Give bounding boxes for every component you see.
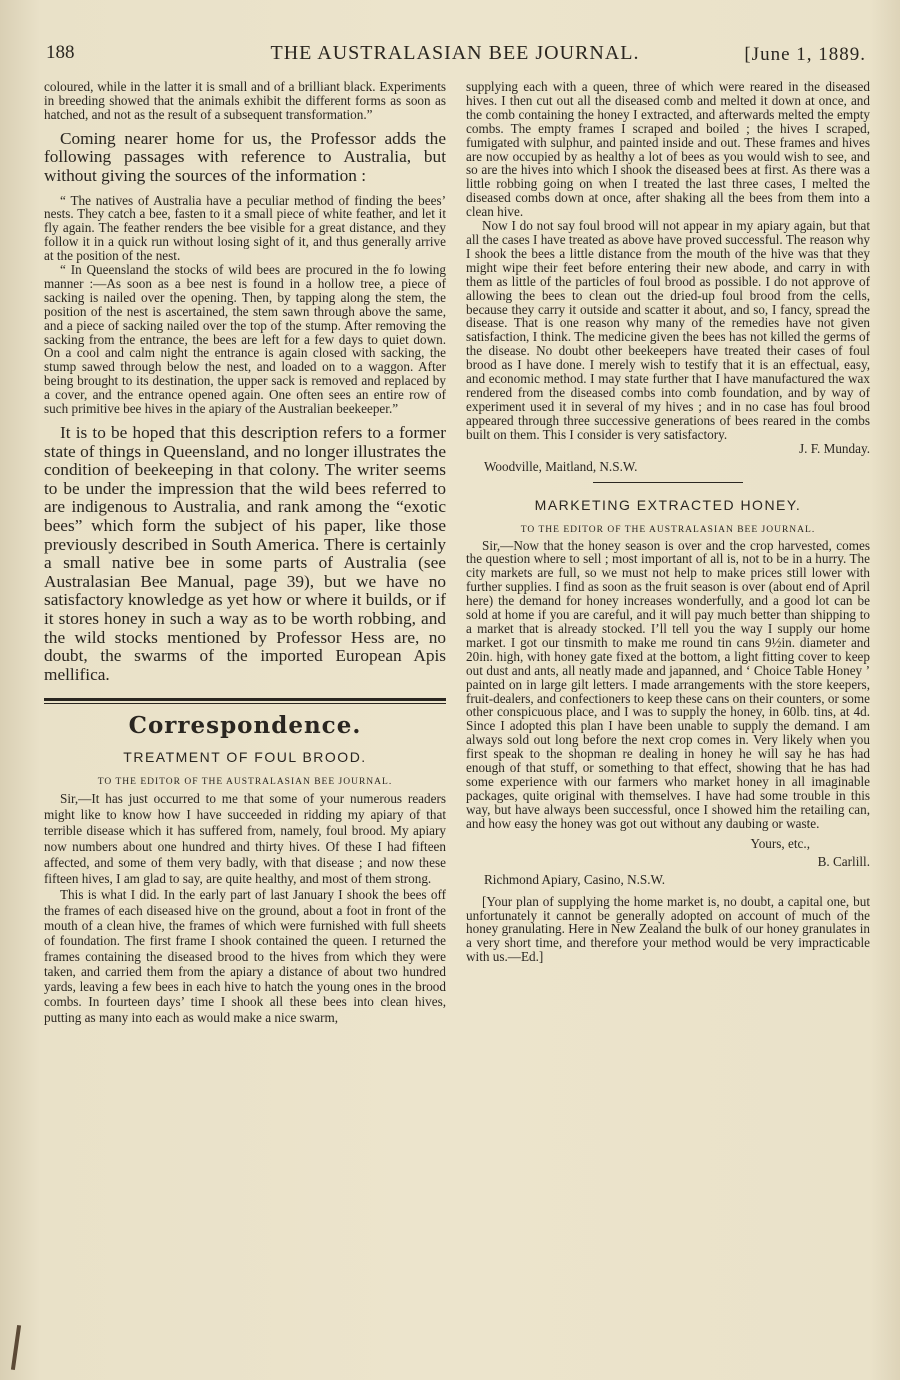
section-title: Correspondence. bbox=[128, 712, 362, 740]
letter-paragraph: Now I do not say foul brood will not appear in my apiary again, but that all the cases I have treated as above have proved successful. The reason why I shook the bees a little distance from the mouth of the hive was that they might wipe their feet before entering their new abode, and carry in with them as little of the particles of foul brood as possible. I do not approve of allowing the bees to clean out the dried-up foul brood from the cells, because they carry it outside and scatter it about, and so, I fancy, spread the disease. That is one reason why many of the remedies have not given satisfaction, I think. The medicine given the bees has not killed the germs of the disease. No doubt other beekeepers have treated their cases of foul brood as I have done. I merely wish to testify that it is an effectual, easy, and economic method. I may state further that I have manufactured the wax rendered from the diseased combs into comb foundation, and by way of experiment used it in several of my hives ; and in no case has foul brood appeared through three successive generations of bees reared in the combs built on them. This I consider is very satisfactory. bbox=[466, 218, 871, 442]
signature: J. F. Munday. bbox=[799, 440, 870, 456]
signature-location: Richmond Apiary, Casino, N.S.W. bbox=[484, 871, 666, 887]
signature-location: Woodville, Maitland, N.S.W. bbox=[484, 458, 638, 474]
quotation: “ The natives of Australia have a peculiar method of finding the bees’ nests. They catch a bee, fasten to it a small piece of white feather, and let it fly again. The feather renders the bee visible for a great distance, and they follow it in a quick run without losing sight of it, and thus generally arrive at the position of the nest. bbox=[44, 192, 446, 264]
closing: Yours, etc., bbox=[750, 835, 810, 851]
page-number: 188 bbox=[46, 42, 75, 63]
paragraph: coloured, while in the latter it is small and of a brilliant black. Experiments in breeding showed that the animals exhibit the different forms as soon as hatched, and not as the result of a subsequent transformation.” bbox=[44, 79, 446, 122]
quotation: “ In Queensland the stocks of wild bees are procured in the fo lowing manner :—As soon as a bee nest is found in a hollow tree, a piece of sacking is nailed over the opening. Then, by tapping along the stem, the position of the nest is ascertained, the stem sawn through above the same, and a piece of sacking nailed over the top of the stump. After removing the sacking from the entrance, the bees are left for a few days to quiet down. On a cool and calm night the entrance is again closed with sacking, the stump sawed through below the nest, and loaded on to a waggon. After being brought to its destination, the upper sack is removed and replaced by a cover, and the entrance opened again. One often sees an entire row of such primitive bee hives in the apiary of the Australian beekeeper.” bbox=[44, 262, 446, 417]
page-mark bbox=[11, 1325, 21, 1370]
journal-title: THE AUSTRALASIAN BEE JOURNAL. bbox=[270, 42, 640, 64]
section-rule-thin bbox=[44, 703, 446, 704]
article-title: MARKETING EXTRACTED HONEY. bbox=[534, 496, 802, 513]
letter-paragraph: Sir,—It has just occurred to me that some of your numerous readers might like to know how I have succeeded in ridding my apiary of that terrible disease which it has suffered from, namely, foul brood. My apiary now numbers about one hundred and thirty hives. Of these I had fifteen affected, and some of them very badly, with that disease ; and now these fifteen hives, I am glad to say, are quite healthy, and most of them strong. bbox=[44, 791, 446, 887]
article-title: TREATMENT OF FOUL BROOD. bbox=[123, 749, 367, 766]
letter-paragraph: Sir,—Now that the honey season is over and the crop harvested, comes the question where to sell ; most important of all is, not to be in a hurry. The city markets are full, so we must not help to make prices still lower with further supplies. I find as soon as the fruit season is over (about end of April here) the demand for honey increases wonderfully, and a good lot can be sold at home if you are careful, and it will pay much better than shipping to a market that is already stocked. I’ll tell you the way I supply our home market. I got our tinsmith to make me round tin cans 9½in. diameter and 20in. high, with honey gate fixed at the bottom, a light fitting cover to keep out dust and ants, all neatly made and japanned, and ‘ Choice Table Honey ’ painted on in large gilt letters. I made arrangements with the store keepers, fruit-dealers, and confectioners to keep these cans on their counters, or some other conspicuous place, and I was to supply the honey, in 60lb. tins, at 4d. Since I adopted this plan I have been unable to supply the demand. I am always sold out long before the next crop comes in. Very likely when you first speak to the shopman re dealing in honey he will say he has had enough of that stuff, or something to that effect, showing that he has had some experience with our farmers who market honey in all imaginable packages, quite original with themselves. I have had some trouble in this way, but have always been successful, once I showed him the retailing can, and how easy the honey was got out without any daubing or waste. bbox=[466, 537, 870, 831]
letter-paragraph: This is what I did. In the early part of last January I shook the bees off the frames of each diseased hive on the ground, about a foot in front of the mouth of a clean hive, the frames of which were furnished with full sheets of foundation. The first frame I shook contained the queen. I returned the frames containing the diseased brood to the hives from which they were taken, and carried them from the apiary a distance of about two hundred yards, leaving a few bees in each hive to hatch the young ones in the brood combs. In fourteen days’ time I shook all these bees into clean hives, putting as many into each as would make a nice swarm, bbox=[44, 887, 446, 1025]
section-rule bbox=[44, 698, 446, 701]
letter-paragraph: supplying each with a queen, three of which were reared in the diseased hives. I then cut out all the diseased comb and melted it down at once, and the comb containing the honey I extracted, and afterwards melted the empty combs. The empty frames I scraped and boiled ; the hives I scraped, fumigated with sulphur, and painted inside and out. These frames and hives are now occupied by as healthy a lot of bees as you would wish to see, and so are the hives into which I shook the diseased bees at first. As there was a little robbing going on when I treated the last three cases, I melted the diseased combs down at once, after shaking all the bees from them into a clean hive. bbox=[466, 79, 870, 220]
left-column bbox=[44, 80, 446, 1025]
editor-address: TO THE EDITOR OF THE AUSTRALASIAN BEE JOURNAL. bbox=[97, 777, 393, 788]
editor-address: TO THE EDITOR OF THE AUSTRALASIAN BEE JOURNAL. bbox=[520, 524, 816, 535]
divider bbox=[593, 482, 743, 483]
page-header bbox=[40, 42, 870, 72]
issue-date: [June 1, 1889. bbox=[744, 44, 866, 65]
right-column bbox=[466, 80, 870, 964]
paragraph-large: It is to be hoped that this description refers to a former state of things in Queensland, and no longer illustrates the condition of beekeeping in that colony. The writer seems to be under the impression that the wild bees referred to are indigenous to Australia, and rank among the “exotic bees” which form the subject of his paper, like those previously described in South America. There is certainly a small native bee in some parts of Australia (see Australasian Bee Manual, page 39), but we have no satisfactory knowledge as yet how or where it builds, or if it stores honey in such a way as to be worth robbing, and the wild stocks mentioned by Professor Hess are, no doubt, the swarms of the imported European Apis mellifica. bbox=[44, 423, 446, 684]
paragraph-large: Coming nearer home for us, the Professor adds the following passages with reference to Australia, but without giving the sources of the information : bbox=[44, 128, 446, 185]
editor-note: [Your plan of supplying the home market is, no doubt, a capital one, but unfortunately it cannot be generally adopted on account of much of the honey granulating. Here in New Zealand the bulk of our honey granulates in a very short time, and therefore your method would be very impracticable with us.—Ed.] bbox=[466, 893, 870, 965]
signature: B. Carlill. bbox=[817, 853, 870, 869]
